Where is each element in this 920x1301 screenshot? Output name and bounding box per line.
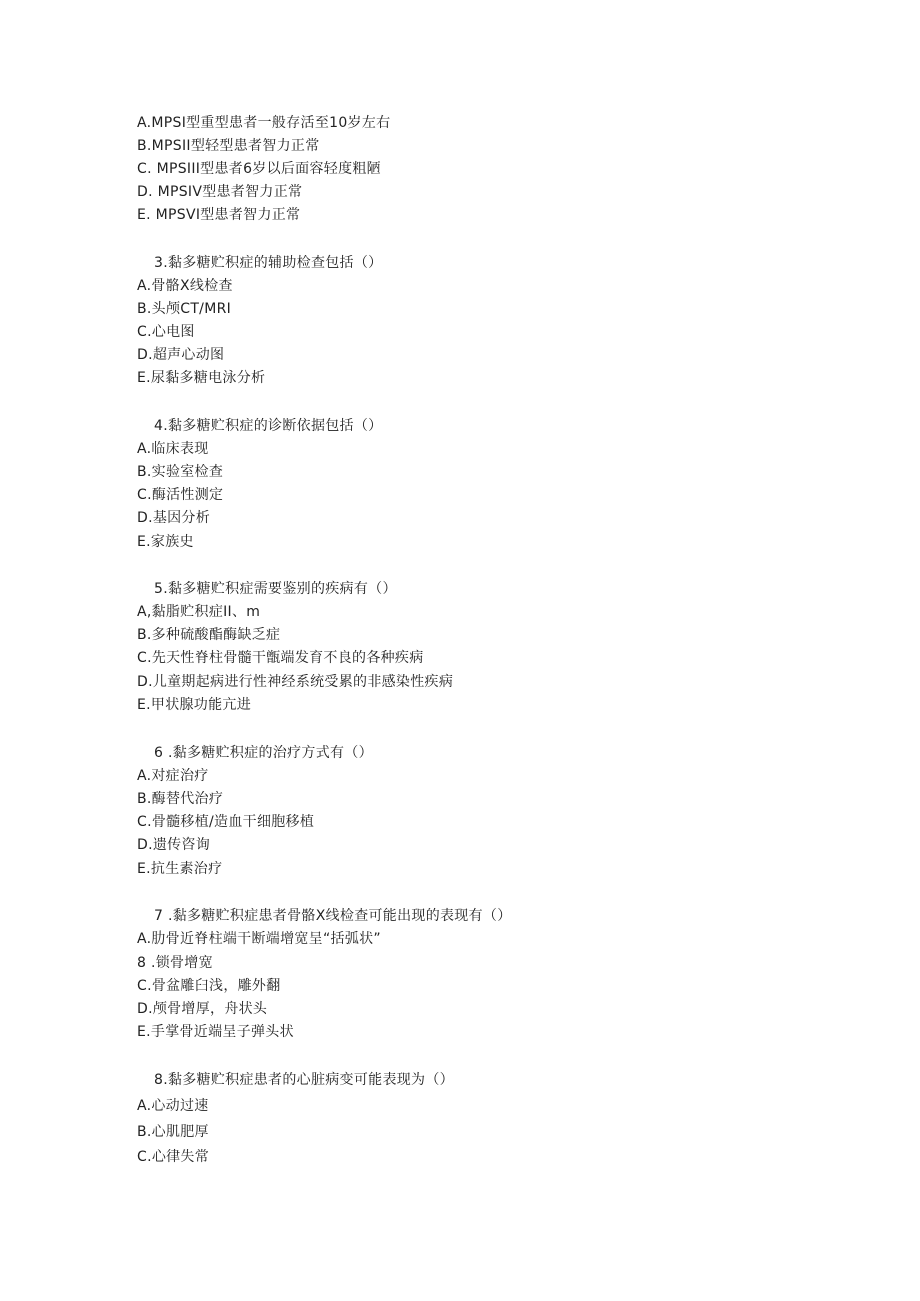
question-line: 7 .黏多糖贮积症患者骨骼X线检查可能出现的表现有（） (154, 908, 512, 924)
option-line: D.基因分析 (137, 510, 211, 526)
option-line: C.骨髓移植/造血干细胞移植 (137, 814, 315, 830)
option-line: D. MPSIV型患者智力正常 (137, 184, 303, 200)
option-line: C.先天性脊柱骨髓干甑端发育不良的各种疾病 (137, 650, 424, 666)
option-line: E.家族史 (137, 534, 194, 550)
option-line: A.临床表现 (137, 441, 209, 457)
option-line: E.尿黏多糖电泳分析 (137, 370, 266, 386)
option-line: A,黏脂贮积症II、m (137, 604, 261, 620)
option-line: C.酶活性测定 (137, 487, 224, 503)
option-line: D.颅骨增厚，舟状头 (137, 1001, 268, 1017)
option-line: E. MPSVI型患者智力正常 (137, 207, 301, 223)
question-line: 3.黏多糖贮积症的辅助检查包括（） (154, 255, 383, 271)
option-line: B.心肌肥厚 (137, 1124, 209, 1140)
option-line: E.手掌骨近端呈子弹头状 (137, 1024, 294, 1040)
option-line: C.骨盆雕臼浅，雕外翻 (137, 978, 281, 994)
question-line: 8.黏多糖贮积症患者的心脏病变可能表现为（） (154, 1072, 454, 1088)
option-line: A.骨骼X线检查 (137, 278, 233, 294)
option-line: D.超声心动图 (137, 347, 225, 363)
question-line: 4.黏多糖贮积症的诊断依据包括（） (154, 418, 383, 434)
option-line: D.儿童期起病进行性神经系统受累的非感染性疾病 (137, 674, 454, 690)
option-line: B.MPSII型轻型患者智力正常 (137, 138, 320, 154)
option-line: B.多种硫酸酯酶缺乏症 (137, 627, 281, 643)
option-line: A.肋骨近脊柱端干断端增宽呈“括弧状” (137, 931, 381, 947)
question-line: 6 .黏多糖贮积症的治疗方式有（） (154, 745, 373, 761)
option-line: B.酶替代治疗 (137, 791, 224, 807)
option-line: 8 .锁骨增宽 (137, 955, 213, 971)
option-line: A.MPSI型重型患者一般存活至10岁左右 (137, 115, 391, 131)
option-line: C.心电图 (137, 324, 195, 340)
option-line: A.对症治疗 (137, 768, 209, 784)
option-line: C.心律失常 (137, 1149, 210, 1165)
option-line: B.头颅CT/MRI (137, 301, 232, 317)
option-line: D.遗传咨询 (137, 837, 211, 853)
option-line: E.甲状腺功能亢进 (137, 697, 251, 713)
question-line: 5.黏多糖贮积症需要鉴别的疾病有（） (154, 581, 397, 597)
option-line: A.心动过速 (137, 1098, 209, 1114)
option-line: B.实验室检查 (137, 464, 224, 480)
option-line: E.抗生素治疗 (137, 861, 223, 877)
option-line: C. MPSIII型患者6岁以后面容轻度粗陋 (137, 161, 381, 177)
